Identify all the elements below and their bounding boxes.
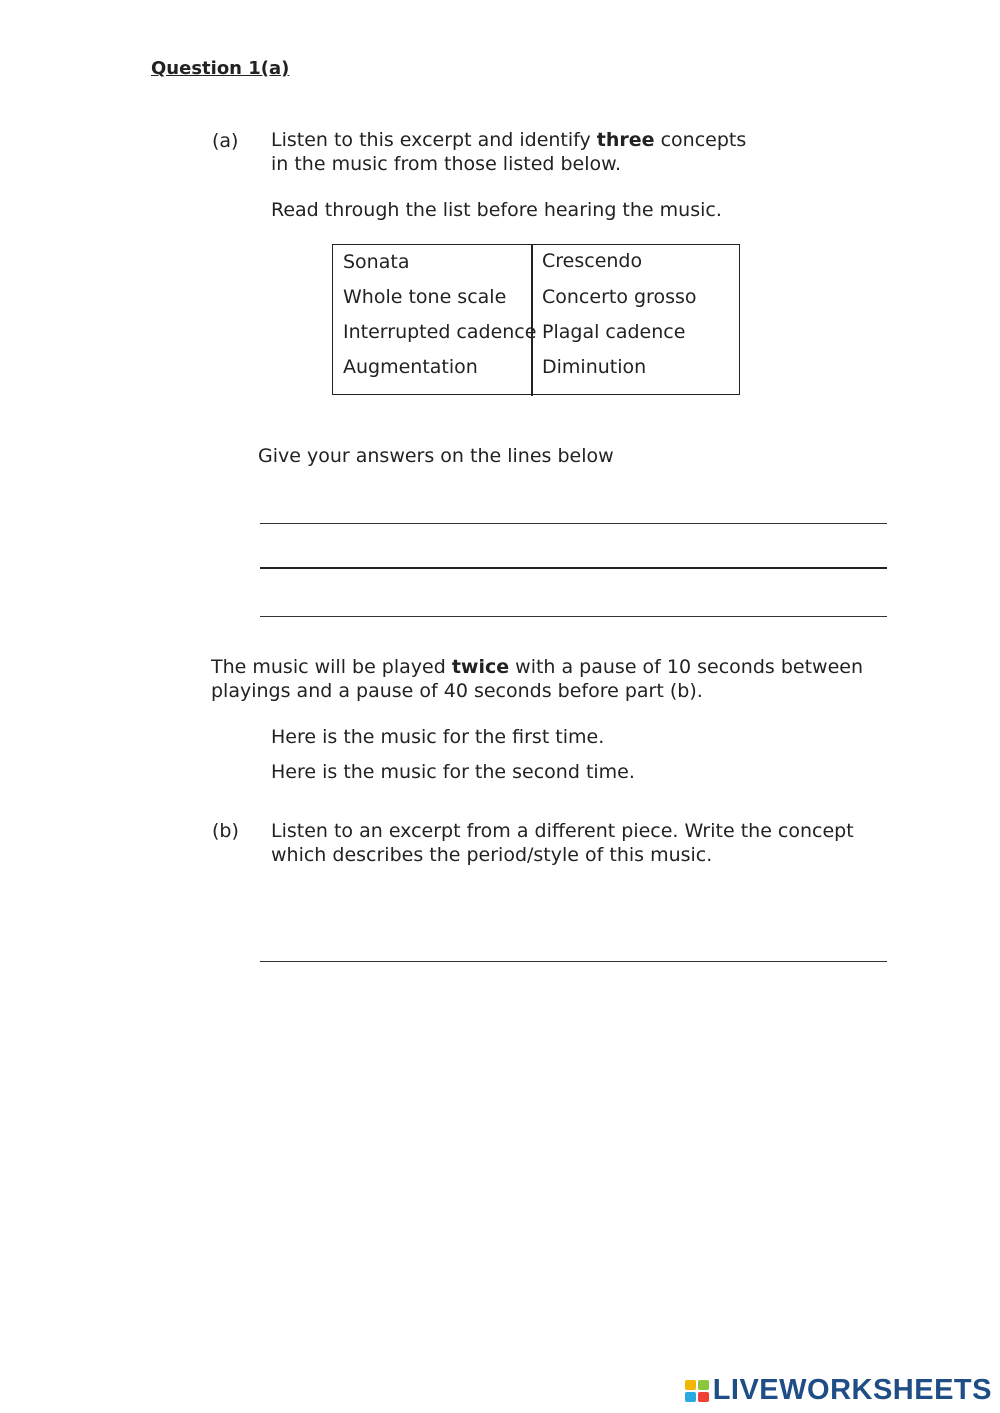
part-a-line-1-start: Listen to this excerpt and identify — [271, 129, 597, 151]
concept-left-3: Interrupted cadence — [343, 321, 537, 343]
concept-table — [332, 244, 740, 395]
answer-line-3[interactable] — [260, 616, 887, 617]
part-b-line-1: Listen to an excerpt from a different piece. Write the concept — [271, 820, 854, 842]
playback-emphasis: twice — [451, 656, 510, 678]
part-a-marker: (a) — [212, 130, 239, 152]
part-b-marker: (b) — [212, 820, 239, 842]
concept-left-2: Whole tone scale — [343, 286, 507, 308]
page-title: Question 1(a) — [151, 58, 290, 79]
logo-blocks-icon — [685, 1380, 709, 1402]
part-b-line-2: which describes the period/style of this music. — [271, 844, 713, 866]
liveworksheets-logo — [685, 1374, 992, 1407]
concept-right-2: Concerto grosso — [542, 286, 697, 308]
concept-left-4: Augmentation — [343, 356, 478, 378]
part-a-line-1-end: concepts — [654, 129, 747, 151]
part-a-line-1 — [271, 128, 746, 152]
part-a-emphasis: three — [596, 129, 655, 151]
concept-right-4: Diminution — [542, 356, 647, 378]
playback-line-1 — [211, 655, 863, 679]
answers-prompt: Give your answers on the lines below — [258, 445, 614, 467]
answer-line-b[interactable] — [260, 961, 887, 962]
answer-line-2[interactable] — [260, 567, 887, 569]
second-time-note: Here is the music for the second time. — [271, 761, 635, 783]
concept-right-1: Crescendo — [542, 250, 643, 272]
table-divider — [531, 244, 533, 396]
first-time-note: Here is the music for the first time. — [271, 726, 605, 748]
part-a-line-2: in the music from those listed below. — [271, 153, 621, 175]
concept-right-3: Plagal cadence — [542, 321, 686, 343]
playback-line-2: playings and a pause of 40 seconds before part (b). — [211, 680, 703, 702]
playback-line-1-start: The music will be played — [211, 656, 452, 678]
answer-line-1[interactable] — [260, 523, 887, 524]
playback-line-1-end: with a pause of 10 seconds between — [509, 656, 863, 678]
part-a-instruction: Read through the list before hearing the music. — [271, 199, 722, 221]
logo-text: LIVEWORKSHEETS — [712, 1374, 992, 1406]
concept-left-1: Sonata — [343, 251, 410, 273]
